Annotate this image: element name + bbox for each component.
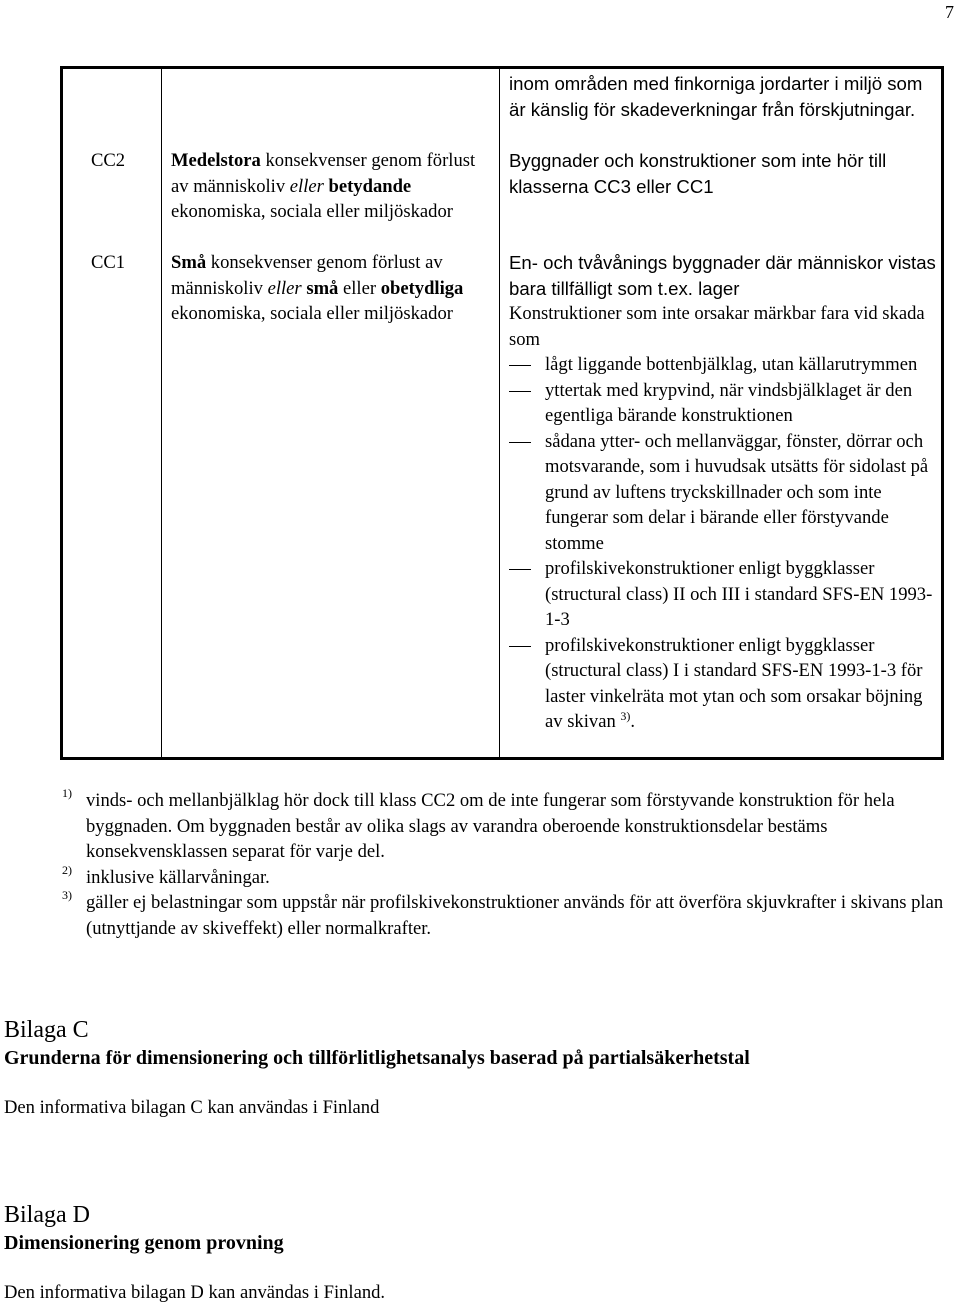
- list-item-text: sådana ytter- och mellanväggar, fönster, dörrar och motsvarande, som i huvudsak utsätts för sidolast på grund av luftens tryckskillnader och som inte fungerar som delar i bärande eller förstyvande stomme: [545, 430, 929, 554]
- dash-bullet-icon: [509, 569, 531, 570]
- annex-c-title: Bilaga C: [4, 1017, 89, 1043]
- dash-bullet-icon: [509, 646, 531, 647]
- desc-text: eller: [338, 277, 381, 299]
- list-item: [509, 429, 939, 557]
- list-item-text: yttertak med krypvind, när vindsbjälklaget är den egentliga bärande konstruktionen: [545, 379, 913, 426]
- list-item-text: lågt liggande bottenbjälklag, utan källarutrymmen: [545, 354, 918, 375]
- cc2-examples-text: Byggnader och konstruktioner som inte hör till klasserna CC3 eller CC1: [509, 150, 887, 197]
- footnote: [62, 788, 958, 865]
- annex-c-text: Den informativa bilagan C kan användas i Finland: [4, 1097, 380, 1118]
- annex-c-subtitle: Grunderna för dimensionering och tillförlitlighetsanalys baserad på partialsäkerhetstal: [4, 1047, 750, 1069]
- footnote-text: gäller ej belastningar som uppstår när profilskivekonstruktioner används för att överföra skjuvkrafter i skivans plan (utnyttjande av skiveffekt) eller normalkrafter.: [86, 892, 944, 939]
- class-description-cc2: [171, 148, 496, 225]
- desc-text: ekonomiska, sociala eller miljöskador: [171, 303, 453, 324]
- desc-bold: Små: [171, 252, 207, 273]
- footnotes: [62, 788, 958, 941]
- class-label-cc1: CC1: [91, 252, 126, 273]
- list-item: [509, 556, 939, 633]
- desc-bold: obetydliga: [380, 277, 464, 299]
- list-item-text: profilskivekonstruktioner enligt byggklasser (structural class) I i standard SFS-EN 1993-1-3 för laster vinkelräta mot ytan och som orsakar böjning av skivan: [545, 634, 923, 732]
- footnote-text: vinds- och mellanbjälklag hör dock till klass CC2 om de inte fungerar som förstyvande konstruktion för hela byggnaden. Om byggnaden består av olika slags av varandra oberoende konstruktionsdelar bestäms konsekvensklassen separat för varje del.: [86, 790, 895, 862]
- footnote-mark: 2): [62, 862, 72, 877]
- dash-bullet-icon: [509, 391, 531, 392]
- annex-d-text: Den informativa bilagan D kan användas i Finland.: [4, 1282, 386, 1303]
- footnote: [62, 862, 958, 891]
- list-item-text: .: [630, 711, 636, 732]
- desc-text: konsekvenser genom förlust av människoliv: [171, 252, 443, 299]
- annex-c-section: [4, 1015, 750, 1120]
- continued-examples-text: inom områden med finkorniga jordarter i miljö som är känslig för skadeverkningar från förskjutningar.: [509, 73, 923, 120]
- cc1-examples-lead: Konstruktioner som inte orsakar märkbar fara vid skada som: [509, 303, 925, 350]
- desc-italic: eller: [289, 175, 324, 197]
- annex-d-subtitle: Dimensionering genom provning: [4, 1232, 284, 1254]
- desc-bold: Medelstora: [171, 150, 261, 171]
- page-number: 7: [945, 2, 954, 22]
- consequence-class-table: [60, 66, 944, 760]
- annex-d-title: Bilaga D: [4, 1202, 90, 1228]
- class-description-cc1: [171, 250, 496, 327]
- footnote-ref: 3): [620, 709, 631, 723]
- list-item: [509, 352, 939, 378]
- desc-italic: eller: [267, 277, 302, 299]
- list-item: [509, 378, 939, 429]
- table-divider: [499, 69, 500, 757]
- footnote-mark: 3): [62, 888, 72, 902]
- desc-text: ekonomiska, sociala eller miljöskador: [171, 201, 453, 222]
- cc1-examples-body: [509, 301, 939, 735]
- desc-bold: små: [306, 277, 339, 299]
- cc1-examples-intro: En- och tvåvånings byggnader där människor vistas bara tillfälligt som t.ex. lager: [509, 252, 936, 299]
- footnote-mark: 1): [62, 786, 72, 800]
- footnote: [62, 890, 958, 941]
- list-item: [509, 633, 939, 735]
- class-label-cc2: CC2: [91, 150, 126, 171]
- table-divider: [161, 69, 162, 757]
- annex-d-section: [4, 1200, 385, 1305]
- list-item-text: profilskivekonstruktioner enligt byggklasser (structural class) II och III i standard SFS-EN 1993-1-3: [545, 558, 933, 630]
- desc-bold: betydande: [328, 175, 412, 197]
- desc-text: konsekvenser genom förlust av människoliv: [171, 150, 476, 197]
- dash-bullet-icon: [509, 442, 531, 443]
- footnote-text: inklusive källarvåningar.: [86, 866, 270, 888]
- example-bullet-list: [509, 352, 939, 735]
- dash-bullet-icon: [509, 365, 531, 366]
